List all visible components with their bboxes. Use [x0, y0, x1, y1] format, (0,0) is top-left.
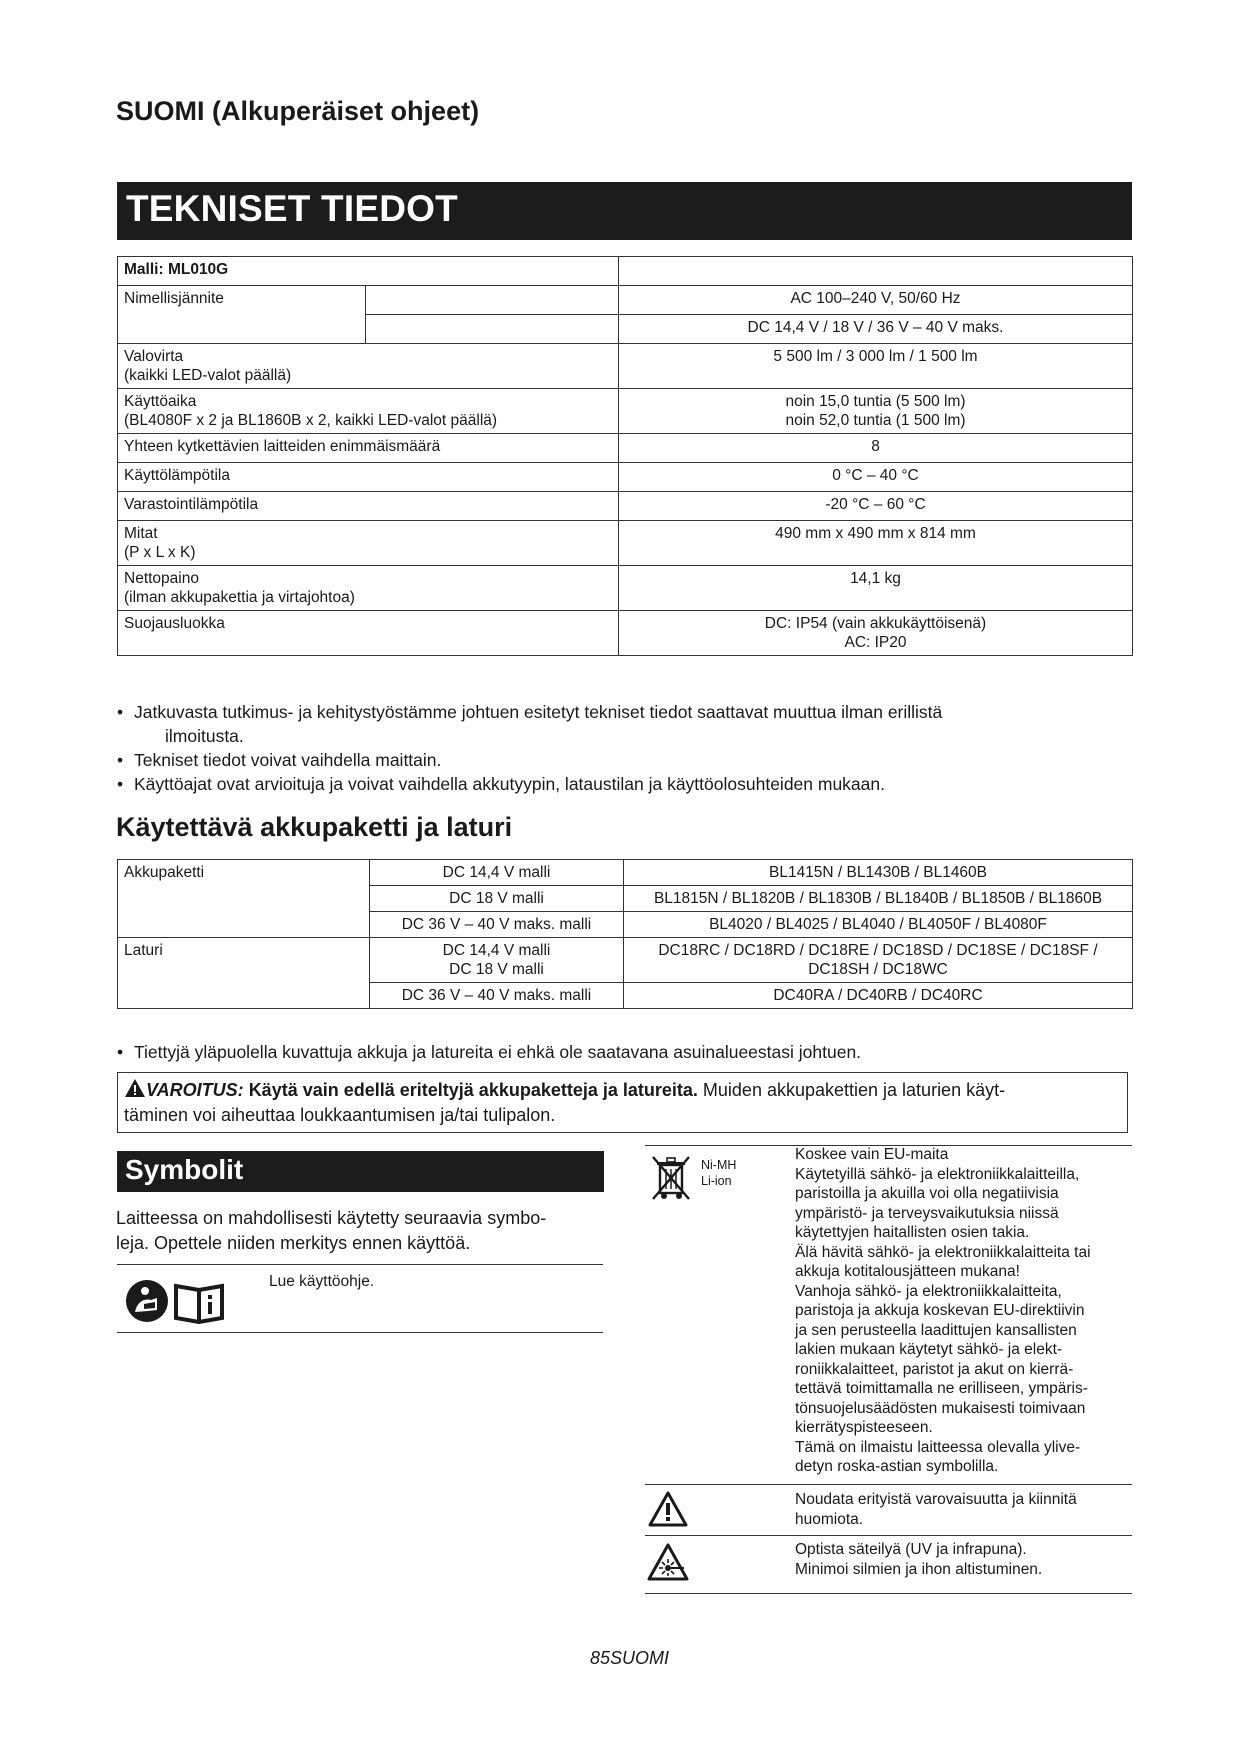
divider	[117, 1332, 603, 1333]
luminous-flux-value: 5 500 lm / 3 000 lm / 1 500 lm	[619, 344, 1133, 389]
charger-models: DC18RC / DC18RD / DC18RE / DC18SD / DC18SE / DC18SF /	[658, 942, 1098, 959]
warning-text-continued: täminen voi aiheuttaa loukkaantumisen ja/tai tulipalon.	[124, 1105, 556, 1125]
battery-models: BL4020 / BL4025 / BL4040 / BL4050F / BL4080F	[624, 912, 1133, 938]
charger-label: Laturi	[118, 938, 370, 1009]
max-devices-label: Yhteen kytkettävien laitteiden enimmäismäärä	[118, 434, 619, 463]
optical-line: Minimoi silmien ja ihon altistuminen.	[795, 1560, 1043, 1578]
storage-temp-label: Varastointilämpötila	[118, 492, 619, 521]
weee-line: ympäristö- ja terveysvaikutuksia niissä	[795, 1204, 1059, 1222]
weee-line: Tämä on ilmaistu laitteessa olevalla ylive-	[795, 1438, 1081, 1456]
caution-triangle-icon	[647, 1490, 689, 1528]
weee-line: Vanhoja sähkö- ja elektroniikkalaitteita,	[795, 1282, 1062, 1300]
read-manual-text: Lue käyttöohje.	[269, 1273, 375, 1290]
page-footer	[590, 1648, 669, 1669]
runtime-value-high: noin 15,0 tuntia (5 500 lm)	[785, 393, 966, 410]
divider	[645, 1535, 1132, 1536]
weee-line: Käytetyillä sähkö- ja elektroniikkalaitteilla,	[795, 1165, 1080, 1183]
weee-line: paristoilla ja akuilla voi olla negatiivisia	[795, 1185, 1059, 1202]
protection-dc: DC: IP54 (vain akkukäyttöisenä)	[764, 615, 987, 632]
spec-note: • Jatkuvasta tutkimus- ja kehitystyöstämme johtuen esitetyt tekniset tiedot saattavat muuttua ilman erillistä	[117, 700, 1132, 724]
protection-label: Suojausluokka	[118, 611, 619, 656]
battery-row	[118, 860, 1133, 886]
spec-note: • Tekniset tiedot voivat vaihdella maittain.	[117, 748, 1132, 772]
spec-row-net-weight	[118, 566, 1133, 611]
luminous-flux-sublabel: (kaikki LED-valot päällä)	[124, 367, 292, 384]
weee-line: Älä hävitä sähkö- ja elektroniikkalaitteita tai	[795, 1243, 1091, 1261]
battery-tag: Li-ion	[701, 1174, 732, 1188]
warning-bold-text: Käytä vain edellä eriteltyjä akkupaketteja ja latureita.	[248, 1080, 698, 1100]
weee-line: paristoja ja akkuja koskevan EU-direktiivin	[795, 1302, 1085, 1319]
symbols-intro	[116, 1206, 606, 1256]
protection-ac: AC: IP20	[844, 634, 907, 651]
rated-voltage-label: Nimellisjännite	[118, 286, 366, 344]
charger-models: DC18SH / DC18WC	[808, 961, 948, 978]
caution-text	[795, 1490, 1077, 1529]
battery-label: Akkupaketti	[118, 860, 370, 938]
weee-line: lakien mukaan käytetyt sähkö- ja elekt-	[795, 1341, 1063, 1358]
spec-note-continuation: ilmoitusta.	[165, 726, 244, 746]
op-temp-value: 0 °C – 40 °C	[619, 463, 1133, 492]
battery-note-list	[117, 1040, 1132, 1064]
weee-line: ja sen perusteella laadittujen kansallisten	[795, 1321, 1077, 1339]
spec-row-storage-temp	[118, 492, 1133, 521]
warning-box	[117, 1072, 1128, 1133]
net-weight-label: Nettopaino	[124, 570, 199, 587]
warning-label: VAROITUS:	[146, 1080, 244, 1100]
weee-line: Koskee vain EU-maita	[795, 1146, 949, 1163]
weee-line: tettävä toimittamalla ne erilliseen, ympäris-	[795, 1380, 1088, 1397]
caution-line: Noudata erityistä varovaisuutta ja kiinnitä	[795, 1491, 1077, 1508]
spec-row-voltage-ac	[118, 286, 1133, 315]
charger-models: DC40RA / DC40RB / DC40RC	[624, 983, 1133, 1009]
charger-voltage: DC 36 V – 40 V maks. malli	[370, 983, 624, 1009]
warning-icon	[124, 1078, 146, 1098]
page-number: 85	[590, 1648, 611, 1668]
storage-temp-value: -20 °C – 60 °C	[619, 492, 1133, 521]
spec-row-runtime	[118, 389, 1133, 434]
battery-voltage: DC 14,4 V malli	[370, 860, 624, 886]
weee-line: käytettyjen haitallisten osien takia.	[795, 1224, 1030, 1241]
spec-table	[117, 256, 1133, 656]
warning-text: Muiden akkupakettien ja laturien käyt-	[702, 1080, 1006, 1100]
battery-tag: Ni-MH	[701, 1158, 737, 1172]
battery-voltage: DC 18 V malli	[370, 886, 624, 912]
runtime-sublabel: (BL4080F x 2 ja BL1860B x 2, kaikki LED-valot päällä)	[124, 412, 498, 429]
runtime-value-low: noin 52,0 tuntia (1 500 lm)	[785, 412, 966, 429]
divider	[117, 1264, 603, 1265]
weee-line: roniikkalaitteet, paristot ja akut on kierrä-	[795, 1360, 1074, 1378]
spec-section-banner	[117, 182, 1132, 240]
battery-note: • Tiettyjä yläpuolella kuvattuja akkuja ja latureita ei ehkä ole saatavana asuinalueestasi johtuen.	[117, 1040, 1132, 1064]
charger-voltage: DC 14,4 V malli	[442, 942, 551, 959]
charger-voltage: DC 18 V malli	[449, 961, 544, 978]
weee-line: detyn roska-astian symbolilla.	[795, 1458, 999, 1475]
spec-notes	[117, 700, 1132, 796]
spec-row-dimensions	[118, 521, 1133, 566]
rated-voltage-ac: AC 100–240 V, 50/60 Hz	[619, 286, 1133, 315]
rated-voltage-dc: DC 14,4 V / 18 V / 36 V – 40 V maks.	[619, 315, 1133, 344]
weee-line: kierrätyspisteeseen.	[795, 1419, 933, 1436]
spec-section-title: TEKNISET TIEDOT	[126, 188, 458, 229]
weee-line: akkuja kotitalousjätteen mukana!	[795, 1263, 1020, 1280]
language-title: SUOMI (Alkuperäiset ohjeet)	[116, 96, 480, 126]
op-temp-label: Käyttölämpötila	[118, 463, 619, 492]
battery-table	[117, 859, 1133, 1009]
luminous-flux-label: Valovirta	[124, 348, 184, 365]
max-devices-value: 8	[619, 434, 1133, 463]
spec-row-op-temp	[118, 463, 1133, 492]
page-language: SUOMI	[610, 1648, 670, 1668]
model-label: Malli:	[124, 261, 164, 278]
weee-battery-tags	[701, 1157, 736, 1189]
model-value: ML010G	[167, 261, 229, 278]
runtime-label: Käyttöaika	[124, 393, 197, 410]
spec-row-max-devices	[118, 434, 1133, 463]
spec-row-protection	[118, 611, 1133, 656]
symbols-title: Symbolit	[125, 1154, 244, 1185]
net-weight-sublabel: (ilman akkupakettia ja virtajohtoa)	[124, 589, 355, 606]
optical-line: Optista säteilyä (UV ja infrapuna).	[795, 1541, 1027, 1558]
optical-radiation-icon	[646, 1542, 690, 1582]
weee-line: tönsuojelusäädösten mukaisesti toimivaan	[795, 1399, 1086, 1417]
spec-note: • Käyttöajat ovat arvioituja ja voivat vaihdella akkutyypin, lataustilan ja käyttöolosuhteiden mukaan.	[117, 772, 1132, 796]
net-weight-value: 14,1 kg	[619, 566, 1133, 611]
dimensions-value: 490 mm x 490 mm x 814 mm	[619, 521, 1133, 566]
symbols-intro-line: Laitteessa on mahdollisesti käytetty seuraavia symbo-	[116, 1208, 547, 1228]
crossed-bin-icon	[651, 1155, 691, 1201]
divider	[645, 1593, 1132, 1594]
battery-voltage: DC 36 V – 40 V maks. malli	[370, 912, 624, 938]
battery-models: BL1815N / BL1820B / BL1830B / BL1840B / BL1850B / BL1860B	[624, 886, 1133, 912]
charger-row	[118, 938, 1133, 983]
optical-radiation-text	[795, 1540, 1042, 1579]
dimensions-sublabel: (P x L x K)	[124, 544, 196, 561]
read-manual-icon	[124, 1278, 228, 1324]
divider	[645, 1484, 1132, 1485]
dimensions-label: Mitat	[124, 525, 158, 542]
weee-text	[795, 1145, 1130, 1477]
spec-row-model	[118, 257, 1133, 286]
caution-line: huomiota.	[795, 1510, 864, 1528]
battery-heading: Käytettävä akkupaketti ja laturi	[116, 812, 513, 842]
symbols-banner	[117, 1151, 604, 1192]
battery-models: BL1415N / BL1430B / BL1460B	[624, 860, 1133, 886]
spec-row-luminous-flux	[118, 344, 1133, 389]
symbols-intro-line: leja. Opettele niiden merkitys ennen käyttöä.	[116, 1233, 471, 1253]
